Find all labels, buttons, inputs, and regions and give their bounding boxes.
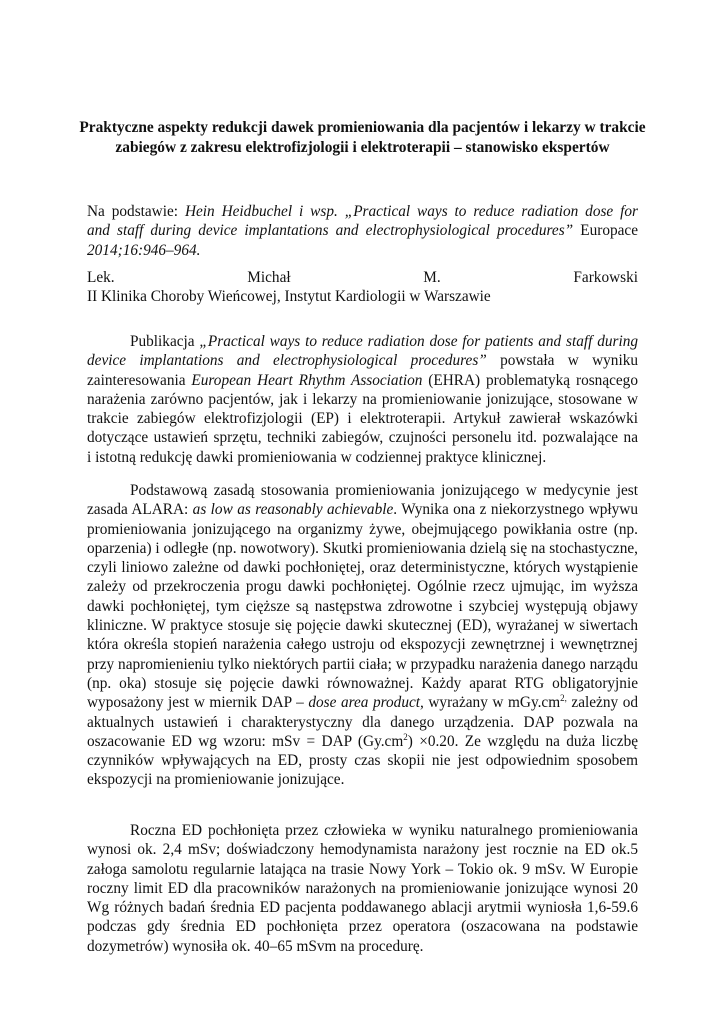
text-segment: czyli liniowo zależne od dawki pochłoniętej, oraz deterministyczne, których wystąpienie xyxy=(87,559,638,577)
text-segment: oparzenia) i odległe (np. nowotwory). Skutki promieniowania dzielą się na stochastyczne, xyxy=(87,539,638,557)
text-segment: powstała w wyniku xyxy=(486,352,638,370)
text-segment: II Klinika Choroby Wieńcowej, Instytut Kardiologii w Warszawie xyxy=(87,288,491,306)
text-line xyxy=(87,409,638,428)
text-line xyxy=(87,351,638,370)
text-line xyxy=(87,674,638,693)
text-line xyxy=(87,481,638,500)
text-segment: roczny limit ED dla pracowników narażonych na promieniowanie jonizujące wynosi 20 xyxy=(87,879,638,897)
text-segment: zależy od przekroczenia progu dawki pochłoniętej. Ogólnie rzecz ujmując, im wyższa xyxy=(87,578,638,596)
text-line xyxy=(87,371,638,390)
text-line xyxy=(87,860,638,879)
text-line xyxy=(87,879,638,898)
title-line: Praktyczne aspekty redukcji dawek promieniowania dla pacjentów i lekarzy w trakcie xyxy=(79,119,646,136)
italic-text: as low as reasonably achievable xyxy=(192,501,394,519)
text-line xyxy=(87,655,638,674)
text-segment: dozymetrów) wynosiła ok. 40–65 mSvm na procedurę. xyxy=(87,937,424,955)
text-line xyxy=(87,616,638,635)
text-line xyxy=(87,428,638,447)
text-segment: zainteresowania xyxy=(87,371,192,389)
text-segment: zależny od xyxy=(566,694,638,712)
text-segment: zasada ALARA: xyxy=(87,501,193,519)
italic-text: 2014;16:946–964. xyxy=(87,241,201,259)
reference-paragraph xyxy=(87,202,638,260)
italic-text: device implantations and electrophysiological procedures” xyxy=(87,352,487,370)
title-line: zabiegów z zakresu elektrofizjologii i elektroterapii – stanowisko ekspertów xyxy=(115,139,610,156)
body-paragraph-2 xyxy=(87,481,638,790)
text-segment: podczas gdy średnia ED pochłonięta przez operatora (oszacowana na podstawie xyxy=(87,918,638,936)
text-line xyxy=(87,821,638,840)
text-segment: . Wynika ona z niekorzystnego wpływu xyxy=(393,501,638,519)
text-line xyxy=(87,937,638,956)
text-line xyxy=(87,241,638,260)
text-line xyxy=(87,751,638,770)
text-segment: przy napromienieniu tylko niektórych partii ciała; w przypadku narażenia danego narządu xyxy=(87,655,638,673)
text-segment: promieniowania jonizującego na organizmy żywe, obejmującego powikłania ostre (np. xyxy=(87,520,638,538)
text-segment: Europace xyxy=(580,222,638,240)
text-segment: Publikacja xyxy=(130,333,200,350)
text-line xyxy=(87,770,638,789)
text-line xyxy=(87,635,638,654)
text-line xyxy=(87,500,638,519)
text-segment: ekspozycji na promieniowanie jonizujące. xyxy=(87,771,345,789)
text-line xyxy=(87,332,638,351)
text-line xyxy=(87,287,638,306)
italic-text: „Practical ways to reduce radiation dose for patients and staff during xyxy=(199,333,638,350)
text-line xyxy=(87,898,638,917)
text-segment: dotyczące ustawień sprzętu, techniki zabiegów, czujności personelu itd. pozwalające na xyxy=(87,429,638,447)
text-segment: Na podstawie: xyxy=(87,203,185,220)
author-block xyxy=(87,268,638,307)
text-line xyxy=(87,390,638,409)
text-line xyxy=(87,221,638,240)
text-segment: narażenia zarówno pacjentów, jak i lekarzy na promieniowanie jonizujące, stosowane w xyxy=(87,390,638,408)
italic-text: European Heart Rhythm Association xyxy=(191,371,423,389)
text-line xyxy=(87,539,638,558)
text-line xyxy=(87,713,638,732)
text-line xyxy=(87,597,638,616)
text-segment: trakcie zabiegów elektrofizjologii (EP) i elektroterapii. Artykuł zawierał wskazówki xyxy=(87,410,638,428)
text-line xyxy=(87,268,638,287)
text-segment: aktualnych ustawień i charakterystyczny dla danego urządzenia. DAP pozwala na xyxy=(87,713,638,731)
text-line xyxy=(87,448,638,467)
text-segment: (np. oka) stosuje się pojęcie dawki równoważnej. Każdy aparat RTG obligatoryjnie xyxy=(87,674,638,692)
document-title xyxy=(60,118,665,158)
text-segment: dawki pochłoniętej, tym cięższe są następstwa zdrowotne i szybciej występują objawy xyxy=(87,597,638,615)
text-segment: kliniczne. W praktyce stosuje się pojęcie dawki skutecznej (ED), wyrażanej w siwertach xyxy=(87,617,638,635)
text-segment: wyrażany w mGy.cm xyxy=(423,694,561,712)
superscript: 2 xyxy=(403,731,408,742)
text-line xyxy=(87,732,638,751)
body-paragraph-3 xyxy=(87,821,638,956)
text-segment: wyposażony jest w miernik DAP – xyxy=(87,694,309,712)
text-segment: czynników wpływających na ED, prosty czas skopii nie jest odpowiednim sposobem xyxy=(87,752,638,770)
text-segment: załoga samolotu regularnie latająca na trasie Nowy York – Tokio ok. 9 mSv. W Europie xyxy=(87,860,638,878)
text-segment: Lek. Michał M. Farkowski xyxy=(87,269,638,286)
text-line xyxy=(87,520,638,539)
text-segment: Roczna ED pochłonięta przez człowieka w wyniku naturalnego promieniowania xyxy=(130,822,638,839)
text-line xyxy=(87,577,638,596)
text-segment: oszacowanie ED wg wzoru: mSv = DAP (Gy.cm xyxy=(87,732,404,750)
text-line xyxy=(87,917,638,936)
text-segment: Podstawową zasadą stosowania promieniowania jonizującego w medycynie jest xyxy=(130,482,638,499)
text-line xyxy=(87,558,638,577)
text-segment: i istotną redukcję dawki promieniowania w codziennej praktyce klinicznej. xyxy=(87,448,547,466)
italic-text: Hein Heidbuchel i wsp. „Practical ways to reduce radiation dose for xyxy=(184,203,638,220)
text-segment: która określa stopień narażenia całego ustroju od ekspozycji zewnętrznej i wewnętrznej xyxy=(87,636,638,654)
text-line xyxy=(87,202,638,221)
text-line xyxy=(87,840,638,859)
text-segment: Wg różnych badań średnia ED pacjenta poddawanego ablacji arytmii wyniosła 1,6-59.6 xyxy=(87,899,638,917)
italic-text: and staff during device implantations and electrophysiological procedures” xyxy=(87,222,581,240)
body-paragraph-1 xyxy=(87,332,638,467)
superscript: 2, xyxy=(560,693,567,704)
italic-text: dose area product, xyxy=(308,694,424,712)
text-segment: wynosi ok. 2,4 mSv; doświadczony hemodynamista narażony jest rocznie na ED ok.5 xyxy=(87,841,638,859)
text-line xyxy=(87,693,638,712)
text-segment: ) ×0.20. Ze względu na duża liczbę xyxy=(407,732,638,750)
text-segment: (EHRA) problematyką rosnącego xyxy=(422,371,638,389)
